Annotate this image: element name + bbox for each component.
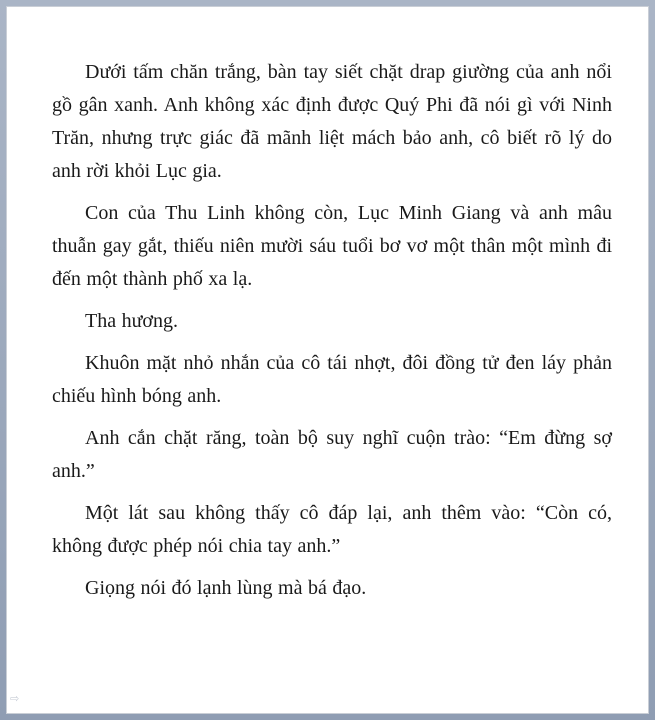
paragraph: Khuôn mặt nhỏ nhắn của cô tái nhợt, đôi đồng tử đen láy phản chiếu hình bóng anh. <box>52 352 612 407</box>
document-body <box>52 56 612 614</box>
paragraph: Anh cắn chặt răng, toàn bộ suy nghĩ cuộn trào: “Em đừng sợ anh.” <box>52 427 612 482</box>
paragraph: Con của Thu Linh không còn, Lục Minh Giang và anh mâu thuẫn gay gắt, thiếu niên mười sáu tuổi bơ vơ một thân một mình đi đến một thành phố xa lạ. <box>52 202 612 290</box>
paragraph: Tha hương. <box>85 310 179 332</box>
document-page <box>6 6 649 714</box>
paragraph: Giọng nói đó lạnh lùng mà bá đạo. <box>85 577 367 599</box>
arrow-icon: ⇨ <box>10 692 20 705</box>
paragraph: Một lát sau không thấy cô đáp lại, anh thêm vào: “Còn có, không được phép nói chia tay anh.” <box>52 502 612 557</box>
paragraph: Dưới tấm chăn trắng, bàn tay siết chặt drap giường của anh nổi gồ gân xanh. Anh không xác định được Quý Phi đã nói gì với Ninh Trăn, nhưng trực giác đã mãnh liệt mách bảo anh, cô biết rõ lý do anh rời khỏi Lục gia. <box>52 61 612 182</box>
